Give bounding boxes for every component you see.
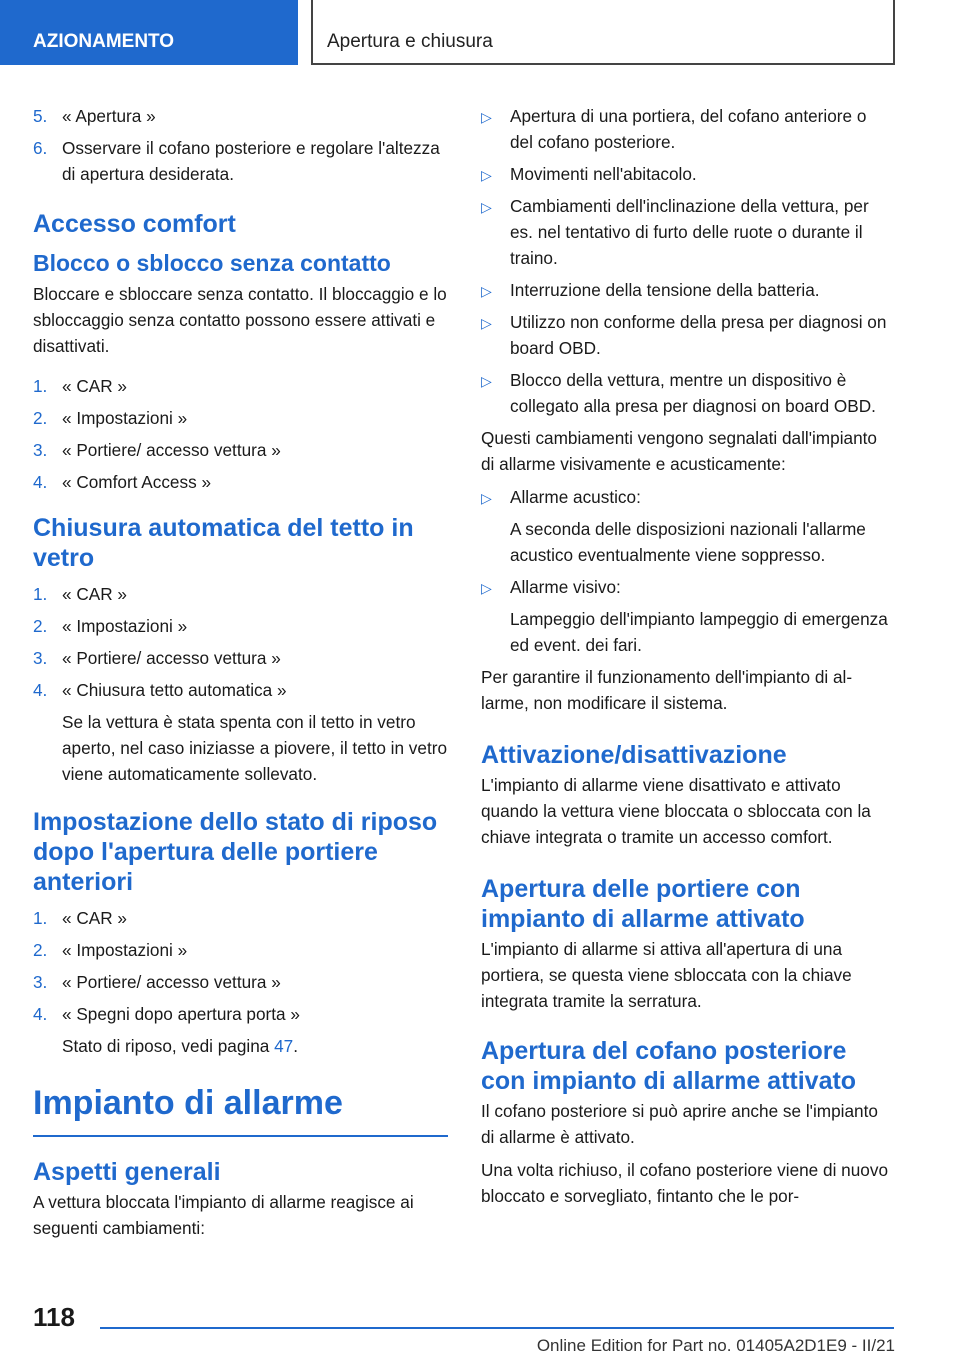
- step-text: « Impostazioni »: [62, 616, 188, 636]
- step-item: [33, 405, 448, 431]
- step-number: 2.: [33, 940, 48, 960]
- step-item: [33, 677, 448, 703]
- bullet-item: [481, 574, 893, 600]
- bullet-item: [481, 161, 893, 187]
- bullet-item: [481, 103, 893, 155]
- step-text: « CAR »: [62, 376, 127, 396]
- paragraph-segnalati: Questi cambiamenti vengono segnalati dall'impianto di allarme visivamente e acusticamente:: [481, 428, 877, 474]
- triangle-bullet-icon: ▷: [481, 373, 492, 389]
- step-text: « Impostazioni »: [62, 408, 188, 428]
- step-number: 5.: [33, 106, 48, 126]
- step-item: [33, 937, 448, 963]
- step-item: [33, 581, 448, 607]
- step-number: 3.: [33, 972, 48, 992]
- step-text: « Spegni dopo apertura porta »: [62, 1004, 300, 1024]
- triangle-bullet-icon: ▷: [481, 109, 492, 125]
- step-number: 2.: [33, 616, 48, 636]
- bullet-text: Movimenti nell'abitacolo.: [510, 164, 697, 184]
- paragraph-aspetti: A vettura bloccata l'impianto di allarme reagisce ai seguenti cambiamenti:: [33, 1192, 414, 1238]
- chapter-title: Apertura e chiusura: [311, 0, 895, 65]
- note-chiusura: Se la vettura è stata spenta con il tetto in vetro aperto, nel caso iniziasse a piovere, il tetto in vetro viene automaticamente sollevato.: [62, 712, 448, 784]
- note-riposo: [33, 1033, 448, 1059]
- step-item: [33, 103, 448, 129]
- step-text: « Impostazioni »: [62, 940, 188, 960]
- note-acustico: A seconda delle disposizioni nazionali l'allarme acustico eventualmente viene soppresso.: [510, 519, 866, 565]
- triangle-bullet-icon: ▷: [481, 490, 492, 506]
- step-item: [33, 613, 448, 639]
- edition-note: Online Edition for Part no. 01405A2D1E9 - II/21: [536, 1336, 895, 1355]
- heading-chiusura-tetto: Chiusura automatica del tetto in vetro: [33, 514, 414, 572]
- step-text: « CAR »: [62, 908, 127, 928]
- step-text: « Portiere/ accesso vettura »: [62, 972, 281, 992]
- bullet-text: Allarme acustico:: [510, 487, 641, 507]
- bullet-item: [481, 309, 893, 361]
- heading-impianto-allarme: Impianto di allarme: [33, 1083, 448, 1137]
- step-number: 4.: [33, 472, 48, 492]
- step-text: « Comfort Access »: [62, 472, 212, 492]
- note-punct: .: [293, 1036, 299, 1056]
- step-item: [33, 135, 448, 187]
- paragraph-attivazione: L'impianto di allarme viene disattivato e attivato quando la vettura viene bloccata o sbloccata con la chiave integrata o tramite un accesso comfort.: [481, 775, 871, 847]
- bullet-text: Interruzione della tensione della batteria.: [510, 280, 820, 300]
- heading-aspetti-generali: Aspetti generali: [33, 1158, 221, 1186]
- bullet-item: [481, 193, 893, 271]
- step-item: [33, 469, 448, 495]
- triangle-bullet-icon: ▷: [481, 167, 492, 183]
- heading-blocco: Blocco o sblocco senza contatto: [33, 250, 391, 276]
- right-column: [481, 103, 893, 1216]
- step-number: 4.: [33, 1004, 48, 1024]
- step-text: « Chiusura tetto automatica »: [62, 680, 287, 700]
- bullet-item: [481, 277, 893, 303]
- step-text: Osservare il cofano posteriore e regolare l'altezza di apertura desiderata.: [62, 138, 440, 184]
- step-number: 2.: [33, 408, 48, 428]
- triangle-bullet-icon: ▷: [481, 315, 492, 331]
- bullet-text: Apertura di una portiera, del cofano anteriore o del cofano posteriore.: [510, 106, 867, 152]
- heading-apertura-cofano: Apertura del cofano posteriore con impianto di allarme attivato: [481, 1037, 857, 1095]
- page-link[interactable]: 47: [274, 1036, 294, 1056]
- step-text: « Portiere/ accesso vettura »: [62, 648, 281, 668]
- step-number: 6.: [33, 138, 48, 158]
- step-text: « Apertura »: [62, 106, 156, 126]
- heading-attivazione: Attivazione/disattivazione: [481, 741, 787, 769]
- step-item: [33, 645, 448, 671]
- step-text: « CAR »: [62, 584, 127, 604]
- heading-apertura-portiere: Apertura delle portiere con impianto di allarme attivato: [481, 875, 805, 933]
- bullet-item: [481, 484, 893, 510]
- step-item: [33, 1001, 448, 1027]
- page-number: 118: [33, 1302, 75, 1332]
- step-number: 1.: [33, 376, 48, 396]
- bullet-item: [481, 367, 893, 419]
- step-number: 4.: [33, 680, 48, 700]
- bullet-text: Allarme visivo:: [510, 577, 621, 597]
- note-text: Stato di riposo, vedi pagina: [62, 1036, 275, 1056]
- bullet-text: Cambiamenti dell'inclinazione della vettura, per es. nel tentativo di furto delle ruote o durante il traino.: [510, 196, 869, 268]
- step-number: 3.: [33, 648, 48, 668]
- paragraph-blocco: Bloccare e sbloccare senza contatto. Il bloccaggio e lo sbloccaggio senza contatto possono essere attivati e disattivati.: [33, 284, 447, 356]
- heading-accesso-comfort: Accesso comfort: [33, 210, 236, 238]
- step-number: 1.: [33, 584, 48, 604]
- paragraph-cofano-1: Il cofano posteriore si può aprire anche se l'impianto di allarme è attivato.: [481, 1101, 878, 1147]
- section-tab: AZIONAMENTO: [0, 0, 298, 65]
- step-item: [33, 905, 448, 931]
- step-number: 1.: [33, 908, 48, 928]
- footer-divider: [100, 1327, 894, 1329]
- paragraph-portiere: L'impianto di allarme si attiva all'apertura di una portiera, se questa viene sbloccata con la chiave integrata tramite la serratura.: [481, 939, 852, 1011]
- note-visivo: Lampeggio dell'impianto lampeggio di emergenza ed event. dei fari.: [510, 609, 888, 655]
- bullet-text: Blocco della vettura, mentre un dispositivo è collegato alla presa per diagnosi on board OBD.: [510, 370, 876, 416]
- triangle-bullet-icon: ▷: [481, 199, 492, 215]
- step-item: [33, 437, 448, 463]
- left-column: [33, 103, 448, 1248]
- bullet-text: Utilizzo non conforme della presa per diagnosi on board OBD.: [510, 312, 887, 358]
- step-item: [33, 373, 448, 399]
- step-text: « Portiere/ accesso vettura »: [62, 440, 281, 460]
- triangle-bullet-icon: ▷: [481, 283, 492, 299]
- paragraph-cofano-2: Una volta richiuso, il cofano posteriore viene di nuovo bloccato e sorvegliato, fintanto che le por-: [481, 1160, 889, 1206]
- paragraph-garantire: Per garantire il funzionamento dell'impianto di allarme, non modificare il sistema.: [481, 667, 853, 713]
- step-item: [33, 969, 448, 995]
- heading-stato-riposo: Impostazione dello stato di riposo dopo l'apertura delle portiere anteriori: [33, 808, 438, 896]
- triangle-bullet-icon: ▷: [481, 580, 492, 596]
- step-number: 3.: [33, 440, 48, 460]
